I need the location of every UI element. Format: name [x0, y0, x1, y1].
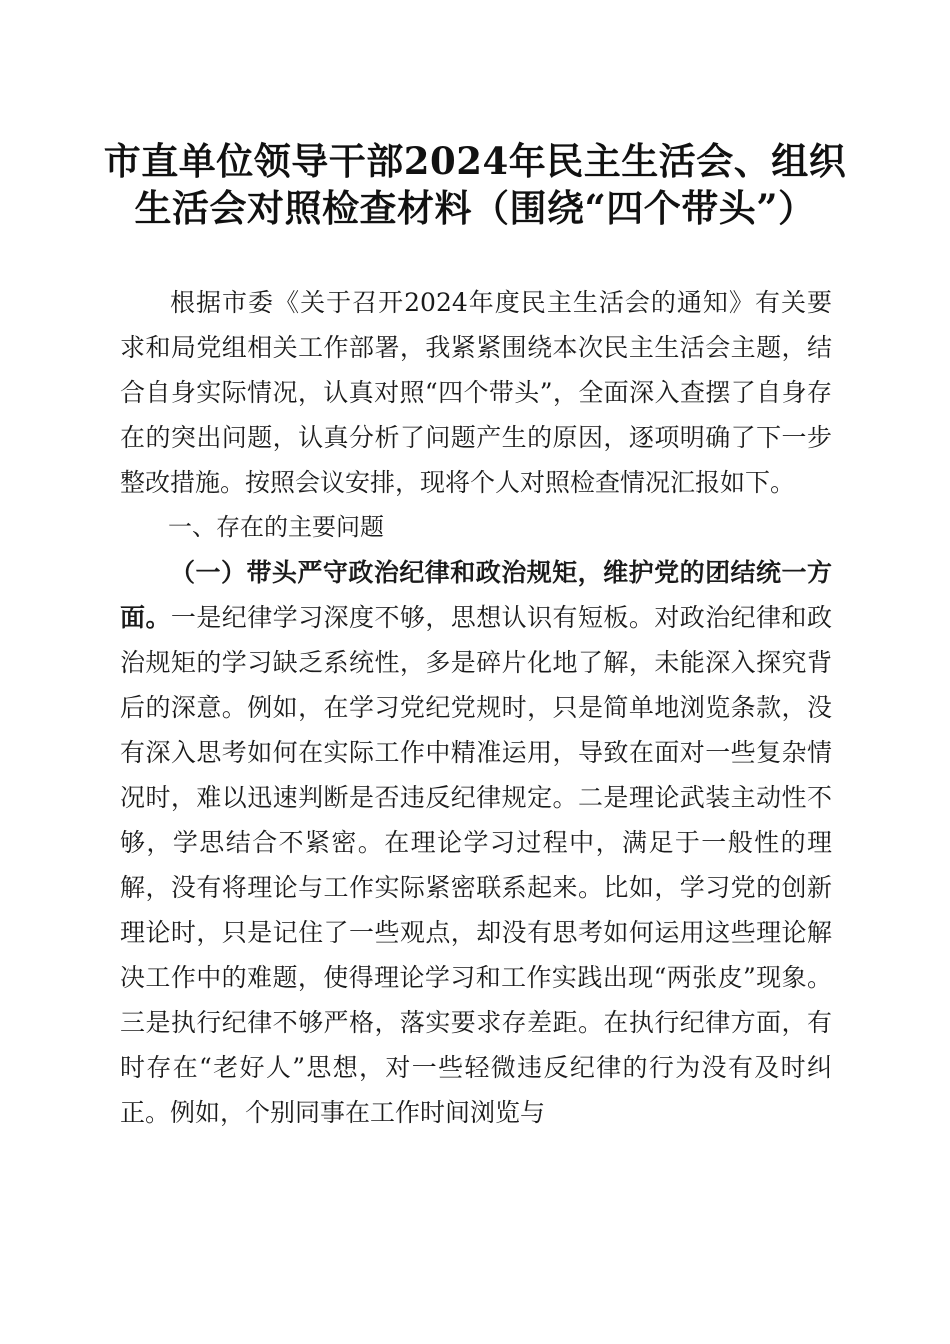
title-line-1: 市直单位领导干部2024年民主生活会、组织 [103, 139, 847, 183]
subsection-body-1: 一是纪律学习深度不够，思想认识有短板。对政治纪律和政治规矩的学习缺乏系统性，多是碎片化地了解，未能深入探究背后的深意。例如，在学习党纪党规时，只是简单地浏览条款，没有深入思考如何在实际工作中精准运用，导致在面对一些复杂情况时，难以迅速判断是否违反纪律规定。二是理论武装主动性不够，学思结合不紧密。在理论学习过程中，满足于一般性的理解，没有将理论与工作实际紧密联系起来。比如，学习党的创新理论时，只是记住了一些观点，却没有思考如何运用这些理论解决工作中的难题，使得理论学习和工作实践出现“两张皮”现象。三是执行纪律不够严格，落实要求存差距。在执行纪律方面，有时存在“老好人”思想，对一些轻微违反纪律的行为没有及时纠正。例如，个别同事在工作时间浏览与 [120, 603, 832, 1127]
intro-paragraph: 根据市委《关于召开2024年度民主生活会的通知》有关要求和局党组相关工作部署，我紧紧围绕本次民主生活会主题，结合自身实际情况，认真对照“四个带头”，全面深入查摆了自身存在的突出问题，认真分析了问题产生的原因，逐项明确了下一步整改措施。按照会议安排，现将个人对照检查情况汇报如下。 [120, 288, 832, 497]
document-title [100, 138, 850, 232]
title-line-2: 生活会对照检查材料（围绕“四个带头”） [134, 186, 816, 230]
document-body [120, 280, 832, 1135]
subsection-paragraph-1 [120, 550, 832, 1135]
section-heading-1: 一、存在的主要问题 [168, 513, 384, 541]
subsection-heading-1: （一）带头严守政治纪律和政治规矩，维护党的团结统一方面。 [120, 558, 832, 632]
